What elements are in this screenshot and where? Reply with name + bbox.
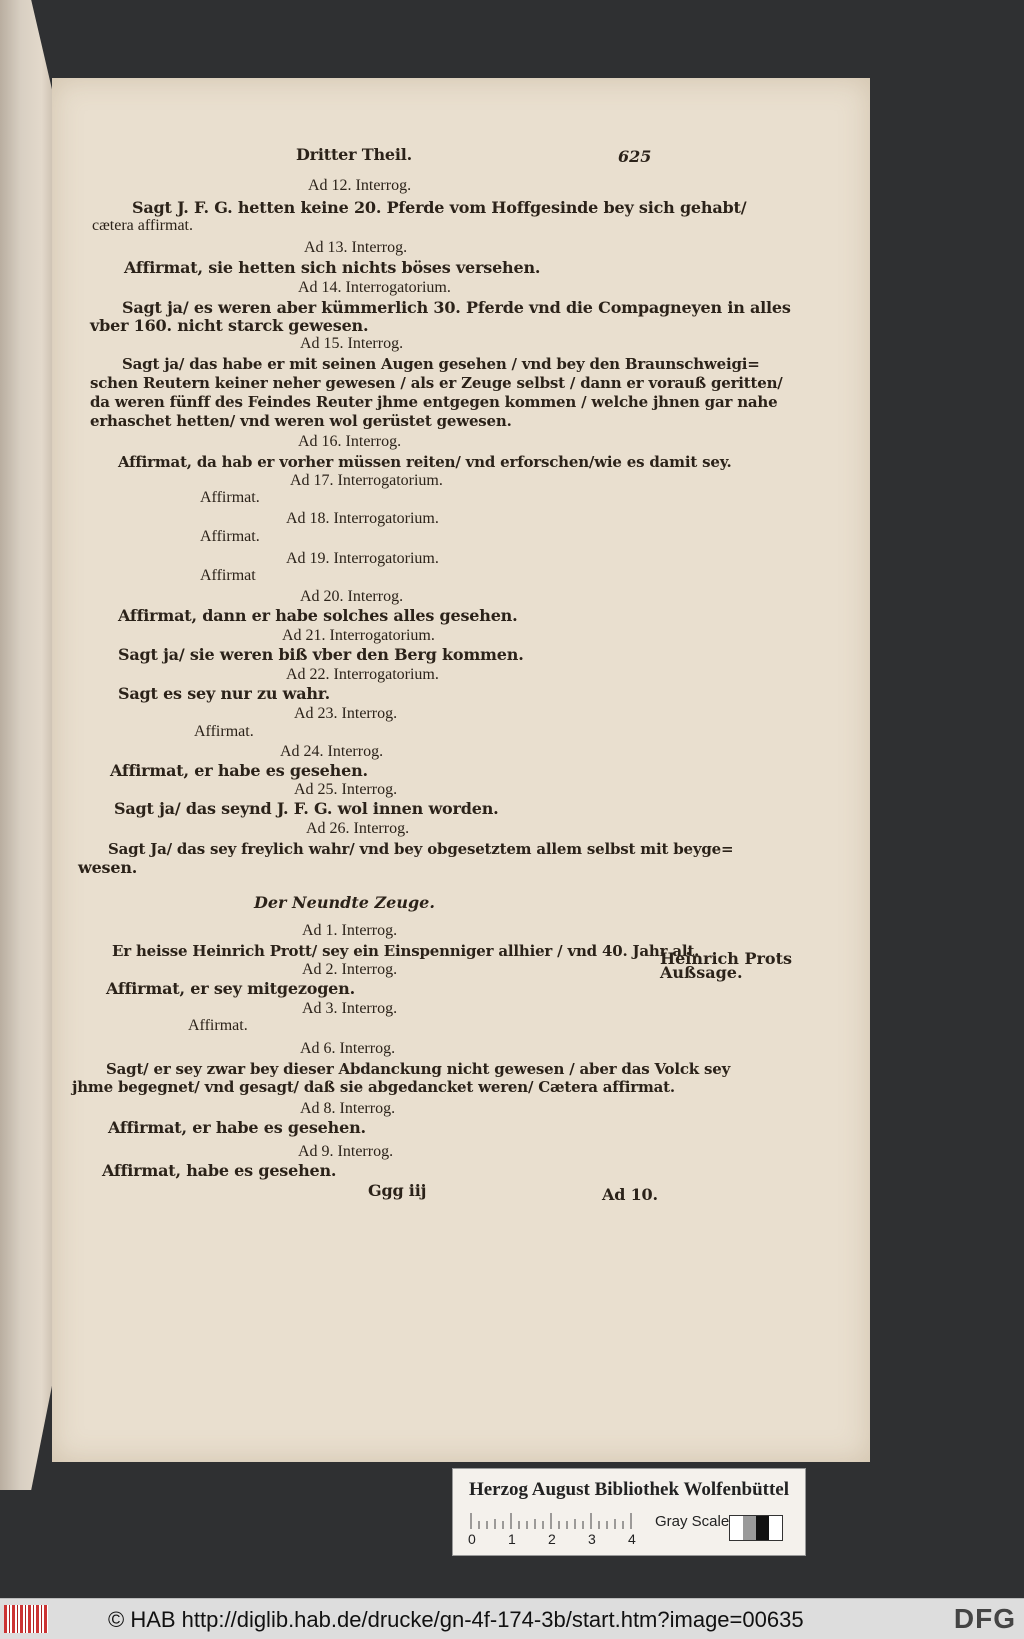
heading-line: Ad 2. Interrog. xyxy=(302,961,398,978)
heading-line: Ad 1. Interrog. xyxy=(302,922,398,939)
text-line: vber 160. nicht starck gewesen. xyxy=(90,316,369,335)
text-line: Affirmat, er habe es gesehen. xyxy=(110,761,368,780)
text-line: Affirmat xyxy=(200,567,256,584)
ruler-label: 4 xyxy=(628,1531,636,1547)
heading-line: Ad 16. Interrog. xyxy=(298,433,402,450)
gray-scale-label: Gray Scale xyxy=(655,1513,730,1530)
heading-line: Ad 21. Interrogatorium. xyxy=(282,627,435,644)
heading-line: Ad 22. Interrogatorium. xyxy=(286,666,439,683)
footer-copyright-link[interactable]: © HAB http://diglib.hab.de/drucke/gn-4f-174-3b/start.htm?image=00635 xyxy=(108,1607,804,1632)
left-page-edge xyxy=(0,0,52,1490)
heading-line: Ad 23. Interrog. xyxy=(294,705,398,722)
text-line: Affirmat. xyxy=(200,528,260,545)
heading-line: Ad 6. Interrog. xyxy=(300,1040,396,1057)
text-line: Affirmat, habe es gesehen. xyxy=(102,1161,337,1180)
text-line: Affirmat. xyxy=(200,489,260,506)
running-header: Dritter Theil. xyxy=(296,145,412,164)
heading-line: Ad 19. Interrogatorium. xyxy=(286,550,439,567)
ruler-label: 2 xyxy=(548,1531,556,1547)
heading-line: Ad 26. Interrog. xyxy=(306,820,410,837)
heading-line: Ad 8. Interrog. xyxy=(300,1100,396,1117)
footer-bar xyxy=(0,1598,1024,1639)
text-line: Affirmat, er habe es gesehen. xyxy=(108,1118,366,1137)
heading-line: Ad 20. Interrog. xyxy=(300,588,404,605)
heading-line: Ad 17. Interrogatorium. xyxy=(290,472,443,489)
text-line: Sagt es sey nur zu wahr. xyxy=(118,684,330,703)
margin-note-line: Heinrich Prots xyxy=(660,949,792,968)
text-line: cætera affirmat. xyxy=(92,217,193,234)
scale-ruler xyxy=(467,1509,645,1529)
ruler-label: 0 xyxy=(468,1531,476,1547)
text-line: wesen. xyxy=(78,858,138,877)
heading-line: Ad 13. Interrog. xyxy=(304,239,408,256)
text-line: erhaschet hetten/ vnd weren wol gerüstet gewesen. xyxy=(90,412,512,430)
text-line: Sagt ja/ das habe er mit seinen Augen gesehen / vnd bey den Braunschweigi= xyxy=(122,355,760,373)
text-line: Affirmat, sie hetten sich nichts böses versehen. xyxy=(124,258,541,277)
text-line: Er heisse Heinrich Prott/ sey ein Einspenniger allhier / vnd 40. Jahr alt. xyxy=(112,942,700,960)
text-line: Sagt ja/ es weren aber kümmerlich 30. Pferde vnd die Compagneyen in alles xyxy=(122,298,791,317)
signature-mark: Ggg iij xyxy=(368,1181,427,1200)
book-page xyxy=(52,78,870,1462)
gray-scale-swatch xyxy=(729,1515,783,1541)
text-line: Affirmat, er sey mitgezogen. xyxy=(106,979,355,998)
text-line: Sagt ja/ sie weren biß vber den Berg kommen. xyxy=(118,645,524,664)
page-number: 625 xyxy=(618,147,652,166)
heading-line: Ad 3. Interrog. xyxy=(302,1000,398,1017)
text-line: Affirmat. xyxy=(194,723,254,740)
text-line: Sagt J. F. G. hetten keine 20. Pferde vom Hoffgesinde bey sich gehabt/ xyxy=(132,198,747,217)
heading-line: Ad 18. Interrogatorium. xyxy=(286,510,439,527)
text-line: schen Reutern keiner neher gewesen / als er Zeuge selbst / dann er vorauß geritten/ xyxy=(90,374,783,392)
text-line: Affirmat, da hab er vorher müssen reiten/ vnd erforschen/wie es damit sey. xyxy=(118,453,732,471)
text-line: Sagt/ er sey zwar bey dieser Abdanckung nicht gewesen / aber das Volck sey xyxy=(106,1060,731,1078)
color-target-card xyxy=(452,1468,806,1556)
heading-line: Ad 24. Interrog. xyxy=(280,743,384,760)
heading-line: Ad 12. Interrog. xyxy=(308,177,412,194)
text-line: Affirmat, dann er habe solches alles gesehen. xyxy=(118,606,518,625)
barcode-icon xyxy=(4,1605,48,1633)
dfg-logo: DFG xyxy=(953,1603,1016,1634)
heading-line: Ad 15. Interrog. xyxy=(300,335,404,352)
heading-line: Ad 25. Interrog. xyxy=(294,781,398,798)
text-line: Sagt Ja/ das sey freylich wahr/ vnd bey obgesetztem allem selbst mit beyge= xyxy=(108,840,734,858)
text-line: da weren fünff des Feindes Reuter jhme entgegen kommen / welche jhnen gar nahe xyxy=(90,393,778,411)
text-line: Affirmat. xyxy=(188,1017,248,1034)
section-title: Der Neundte Zeuge. xyxy=(254,893,435,912)
margin-note-line: Außsage. xyxy=(660,963,743,982)
heading-line: Ad 14. Interrogatorium. xyxy=(298,279,451,296)
text-line: Sagt ja/ das seynd J. F. G. wol innen worden. xyxy=(114,799,499,818)
catchword: Ad 10. xyxy=(602,1185,658,1204)
ruler-label: 1 xyxy=(508,1531,516,1547)
target-title: Herzog August Bibliothek Wolfenbüttel xyxy=(468,1479,790,1500)
text-line: jhme begegnet/ vnd gesagt/ daß sie abgedancket weren/ Cætera affirmat. xyxy=(72,1078,675,1096)
heading-line: Ad 9. Interrog. xyxy=(298,1143,394,1160)
ruler-label: 3 xyxy=(588,1531,596,1547)
